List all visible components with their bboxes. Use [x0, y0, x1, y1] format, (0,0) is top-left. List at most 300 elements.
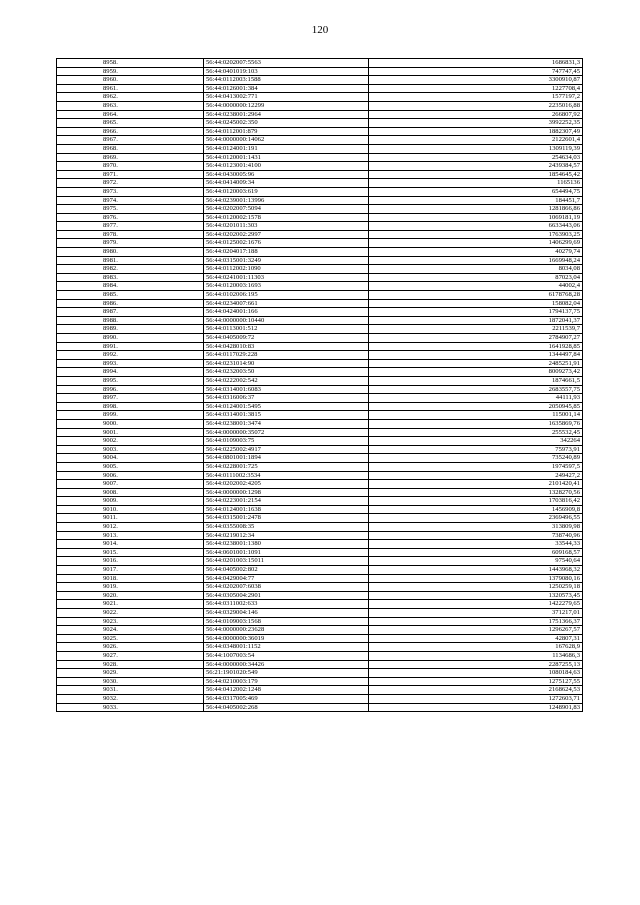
cadastral-number: 56:44:0413002:771 — [204, 93, 369, 102]
row-number: 8962. — [57, 93, 204, 102]
row-number: 9000. — [57, 419, 204, 428]
cadastral-value: 2485251,91 — [369, 359, 583, 368]
cadastral-number: 56:44:0125002:1676 — [204, 239, 369, 248]
cadastral-value: 1272603,71 — [369, 694, 583, 703]
table-row — [57, 394, 583, 403]
cadastral-number: 56:44:0223001:2154 — [204, 497, 369, 506]
row-number: 8967. — [57, 136, 204, 145]
cadastral-number: 56:44:0316006:37 — [204, 394, 369, 403]
row-number: 9003. — [57, 445, 204, 454]
table-row — [57, 325, 583, 334]
cadastral-value: 97540,64 — [369, 557, 583, 566]
table-row — [57, 265, 583, 274]
row-number: 9022. — [57, 609, 204, 618]
row-number: 8975. — [57, 205, 204, 214]
table-row — [57, 531, 583, 540]
table-row — [57, 660, 583, 669]
cadastral-value: 8034,08 — [369, 265, 583, 274]
cadastral-value: 42807,31 — [369, 634, 583, 643]
table-row — [57, 170, 583, 179]
row-number: 9012. — [57, 523, 204, 532]
row-number: 9033. — [57, 703, 204, 712]
table-row — [57, 523, 583, 532]
cadastral-value: 255532,45 — [369, 428, 583, 437]
cadastral-number: 56:44:0219012:34 — [204, 531, 369, 540]
cadastral-value: 1794137,75 — [369, 308, 583, 317]
row-number: 9018. — [57, 574, 204, 583]
row-number: 8980. — [57, 248, 204, 257]
table-row — [57, 101, 583, 110]
cadastral-value: 1281866,86 — [369, 205, 583, 214]
cadastral-value: 1227708,4 — [369, 84, 583, 93]
cadastral-number: 56:44:0112002:1090 — [204, 265, 369, 274]
table-row — [57, 256, 583, 265]
table-row — [57, 445, 583, 454]
table-row — [57, 342, 583, 351]
cadastral-number: 56:44:0202007:5563 — [204, 59, 369, 68]
cadastral-number: 56:44:1007003:54 — [204, 651, 369, 660]
row-number: 8990. — [57, 334, 204, 343]
table-row — [57, 591, 583, 600]
row-number: 9020. — [57, 591, 204, 600]
cadastral-value: 44002,4 — [369, 282, 583, 291]
cadastral-value: 40279,74 — [369, 248, 583, 257]
table-row — [57, 428, 583, 437]
cadastral-number: 56:44:0201011:303 — [204, 222, 369, 231]
row-number: 9023. — [57, 617, 204, 626]
table-row — [57, 376, 583, 385]
cadastral-number: 56:44:0102006:195 — [204, 291, 369, 300]
cadastral-value: 1309119,39 — [369, 144, 583, 153]
cadastral-value: 3300910,87 — [369, 76, 583, 85]
cadastral-value: 2122601,4 — [369, 136, 583, 145]
cadastral-value: 87023,04 — [369, 273, 583, 282]
cadastral-number: 56:44:0117029:228 — [204, 351, 369, 360]
cadastral-value: 8009273,42 — [369, 368, 583, 377]
cadastral-value: 1248901,83 — [369, 703, 583, 712]
cadastral-number: 56:44:0120003:1693 — [204, 282, 369, 291]
cadastral-number: 56:44:0120003:619 — [204, 187, 369, 196]
cadastral-number: 56:44:0245002:350 — [204, 119, 369, 128]
cadastral-value: 1165136 — [369, 179, 583, 188]
row-number: 8974. — [57, 196, 204, 205]
cadastral-number: 56:44:0124001:191 — [204, 144, 369, 153]
table-row — [57, 351, 583, 360]
row-number: 8998. — [57, 402, 204, 411]
table-row — [57, 480, 583, 489]
row-number: 8958. — [57, 59, 204, 68]
row-number: 9029. — [57, 669, 204, 678]
cadastral-number: 56:44:0315001:3249 — [204, 256, 369, 265]
row-number: 9014. — [57, 540, 204, 549]
cadastral-value: 1250259,18 — [369, 583, 583, 592]
cadastral-number: 56:44:0113001:512 — [204, 325, 369, 334]
row-number: 8987. — [57, 308, 204, 317]
row-number: 9027. — [57, 651, 204, 660]
cadastral-number: 56:44:0124001:1638 — [204, 505, 369, 514]
cadastral-value: 1296267,57 — [369, 626, 583, 635]
row-number: 9009. — [57, 497, 204, 506]
cadastral-value: 1577197,2 — [369, 93, 583, 102]
cadastral-number: 56:44:0120001:1431 — [204, 153, 369, 162]
row-number: 8983. — [57, 273, 204, 282]
cadastral-value: 609168,57 — [369, 548, 583, 557]
table-row — [57, 222, 583, 231]
cadastral-number: 56:44:0232003:50 — [204, 368, 369, 377]
table-row — [57, 213, 583, 222]
cadastral-number: 56:44:0241001:11303 — [204, 273, 369, 282]
row-number: 8960. — [57, 76, 204, 85]
cadastral-value: 2287255,13 — [369, 660, 583, 669]
row-number: 8972. — [57, 179, 204, 188]
cadastral-number: 56:44:0314001:3815 — [204, 411, 369, 420]
cadastral-value: 371217,01 — [369, 609, 583, 618]
cadastral-number: 56:44:0429004:77 — [204, 574, 369, 583]
table-row — [57, 540, 583, 549]
table-row — [57, 110, 583, 119]
cadastral-number: 56:44:0315001:2478 — [204, 514, 369, 523]
page-number: 120 — [311, 24, 329, 36]
cadastral-number: 56:44:0222002:542 — [204, 376, 369, 385]
cadastral-value: 747747,45 — [369, 67, 583, 76]
table-row — [57, 67, 583, 76]
cadastral-number: 56:44:0202007:5094 — [204, 205, 369, 214]
cadastral-number: 56:44:0124001:5495 — [204, 402, 369, 411]
cadastral-number: 56:44:0000000:10440 — [204, 316, 369, 325]
cadastral-value: 115001,14 — [369, 411, 583, 420]
cadastral-number: 56:44:0202007:6038 — [204, 583, 369, 592]
cadastral-number: 56:44:0428010:83 — [204, 342, 369, 351]
cadastral-number: 56:44:0126001:384 — [204, 84, 369, 93]
row-number: 8978. — [57, 230, 204, 239]
row-number: 8963. — [57, 101, 204, 110]
cadastral-value: 6633443,06 — [369, 222, 583, 231]
row-number: 9015. — [57, 548, 204, 557]
table-row — [57, 677, 583, 686]
row-number: 8966. — [57, 127, 204, 136]
table-row — [57, 76, 583, 85]
table-row — [57, 497, 583, 506]
cadastral-value: 184451,7 — [369, 196, 583, 205]
cadastral-value: 1874661,5 — [369, 376, 583, 385]
table-row — [57, 651, 583, 660]
row-number: 8999. — [57, 411, 204, 420]
row-number: 8988. — [57, 316, 204, 325]
table-row — [57, 583, 583, 592]
cadastral-number: 56:44:0412002:1248 — [204, 686, 369, 695]
table-row — [57, 566, 583, 575]
cadastral-value: 1443968,32 — [369, 566, 583, 575]
cadastral-number: 56:44:0430005:96 — [204, 170, 369, 179]
row-number: 9013. — [57, 531, 204, 540]
cadastral-value: 254634,03 — [369, 153, 583, 162]
cadastral-number: 56:44:0401019:103 — [204, 67, 369, 76]
table-row — [57, 291, 583, 300]
table-row — [57, 308, 583, 317]
cadastral-number: 56:44:0225002:4917 — [204, 445, 369, 454]
cadastral-value: 2683557,75 — [369, 385, 583, 394]
cadastral-value: 1751366,37 — [369, 617, 583, 626]
cadastral-number: 56:44:0234007:661 — [204, 299, 369, 308]
row-number: 9021. — [57, 600, 204, 609]
cadastral-number: 56:44:0348001:1152 — [204, 643, 369, 652]
cadastral-number: 56:44:0111002:3534 — [204, 471, 369, 480]
cadastral-number: 56:44:0424001:166 — [204, 308, 369, 317]
row-number: 8964. — [57, 110, 204, 119]
table-row — [57, 462, 583, 471]
cadastral-number: 56:44:0405009:72 — [204, 334, 369, 343]
row-number: 9024. — [57, 626, 204, 635]
cadastral-value: 1456909,8 — [369, 505, 583, 514]
table-row — [57, 136, 583, 145]
table-row — [57, 359, 583, 368]
cadastral-number: 56:44:0329004:146 — [204, 609, 369, 618]
cadastral-value: 342264 — [369, 437, 583, 446]
cadastral-number: 56:44:0405002:802 — [204, 566, 369, 575]
table-row — [57, 454, 583, 463]
table-row — [57, 153, 583, 162]
cadastral-number: 56:44:0000000:14062 — [204, 136, 369, 145]
cadastral-value: 1703816,42 — [369, 497, 583, 506]
table-row — [57, 368, 583, 377]
row-number: 9002. — [57, 437, 204, 446]
row-number: 8976. — [57, 213, 204, 222]
table-row — [57, 196, 583, 205]
row-number: 9017. — [57, 566, 204, 575]
cadastral-value: 2439384,57 — [369, 162, 583, 171]
table-row — [57, 669, 583, 678]
row-number: 9010. — [57, 505, 204, 514]
cadastral-number: 56:44:0210003:179 — [204, 677, 369, 686]
table-row — [57, 385, 583, 394]
cadastral-number: 56:44:0228001:725 — [204, 462, 369, 471]
row-number: 9016. — [57, 557, 204, 566]
row-number: 9030. — [57, 677, 204, 686]
row-number: 8973. — [57, 187, 204, 196]
cadastral-value: 1344497,84 — [369, 351, 583, 360]
cadastral-value: 1328270,56 — [369, 488, 583, 497]
table-body — [57, 59, 583, 712]
cadastral-number: 56:44:0204017:188 — [204, 248, 369, 257]
cadastral-value: 249427,2 — [369, 471, 583, 480]
cadastral-value-table — [56, 58, 583, 712]
cadastral-value: 44111,93 — [369, 394, 583, 403]
cadastral-number: 56:44:0112001:879 — [204, 127, 369, 136]
table-row — [57, 127, 583, 136]
cadastral-value: 1635869,76 — [369, 419, 583, 428]
table-row — [57, 437, 583, 446]
table-row — [57, 634, 583, 643]
row-number: 8985. — [57, 291, 204, 300]
row-number: 8991. — [57, 342, 204, 351]
cadastral-number: 56:44:0000000:36019 — [204, 634, 369, 643]
cadastral-value: 2235016,88 — [369, 101, 583, 110]
cadastral-value: 1854645,42 — [369, 170, 583, 179]
table-row — [57, 187, 583, 196]
cadastral-value: 1974597,5 — [369, 462, 583, 471]
cadastral-value: 1134686,3 — [369, 651, 583, 660]
cadastral-number: 56:44:0201003:15011 — [204, 557, 369, 566]
cadastral-value: 1882307,49 — [369, 127, 583, 136]
cadastral-number: 56:44:0311002:633 — [204, 600, 369, 609]
row-number: 9026. — [57, 643, 204, 652]
table-row — [57, 119, 583, 128]
cadastral-value: 1669948,24 — [369, 256, 583, 265]
cadastral-value: 1069181,19 — [369, 213, 583, 222]
cadastral-number: 56:44:0317005:469 — [204, 694, 369, 703]
cadastral-number: 56:44:0109003:75 — [204, 437, 369, 446]
table-row — [57, 617, 583, 626]
table-row — [57, 703, 583, 712]
row-number: 8997. — [57, 394, 204, 403]
table-row — [57, 505, 583, 514]
row-number: 8996. — [57, 385, 204, 394]
cadastral-number: 56:44:0355008:35 — [204, 523, 369, 532]
table-row — [57, 316, 583, 325]
table-row — [57, 419, 583, 428]
cadastral-number: 56:44:0000000:1298 — [204, 488, 369, 497]
table-row — [57, 205, 583, 214]
cadastral-value: 1872041,37 — [369, 316, 583, 325]
row-number: 8969. — [57, 153, 204, 162]
row-number: 8965. — [57, 119, 204, 128]
table-row — [57, 84, 583, 93]
table-row — [57, 471, 583, 480]
row-number: 9007. — [57, 480, 204, 489]
row-number: 8971. — [57, 170, 204, 179]
cadastral-value: 6178768,28 — [369, 291, 583, 300]
cadastral-value: 1379080,16 — [369, 574, 583, 583]
cadastral-value: 313809,98 — [369, 523, 583, 532]
table-row — [57, 59, 583, 68]
table-row — [57, 179, 583, 188]
table-row — [57, 600, 583, 609]
row-number: 9028. — [57, 660, 204, 669]
table-row — [57, 488, 583, 497]
table-row — [57, 694, 583, 703]
row-number: 9005. — [57, 462, 204, 471]
cadastral-value: 1686831,3 — [369, 59, 583, 68]
cadastral-value: 738740,96 — [369, 531, 583, 540]
row-number: 8989. — [57, 325, 204, 334]
table-row — [57, 411, 583, 420]
cadastral-number: 56:44:0239001:13996 — [204, 196, 369, 205]
table-row — [57, 609, 583, 618]
table-row — [57, 334, 583, 343]
table-row — [57, 402, 583, 411]
row-number: 8986. — [57, 299, 204, 308]
cadastral-number: 56:44:0202002:2997 — [204, 230, 369, 239]
cadastral-value: 1763903,25 — [369, 230, 583, 239]
row-number: 8961. — [57, 84, 204, 93]
row-number: 8995. — [57, 376, 204, 385]
row-number: 8992. — [57, 351, 204, 360]
table-row — [57, 626, 583, 635]
cadastral-number: 56:44:0314001:6083 — [204, 385, 369, 394]
row-number: 8968. — [57, 144, 204, 153]
row-number: 9019. — [57, 583, 204, 592]
row-number: 9008. — [57, 488, 204, 497]
cadastral-number: 56:44:0109003:1568 — [204, 617, 369, 626]
row-number: 9011. — [57, 514, 204, 523]
row-number: 9001. — [57, 428, 204, 437]
row-number: 8994. — [57, 368, 204, 377]
cadastral-value: 1422279,65 — [369, 600, 583, 609]
cadastral-value: 167628,9 — [369, 643, 583, 652]
cadastral-value: 2369496,55 — [369, 514, 583, 523]
cadastral-number: 56:44:0414009:34 — [204, 179, 369, 188]
cadastral-number: 56:21:1901020:549 — [204, 669, 369, 678]
row-number: 8959. — [57, 67, 204, 76]
row-number: 8982. — [57, 265, 204, 274]
cadastral-value: 2784907,27 — [369, 334, 583, 343]
cadastral-value: 1406299,69 — [369, 239, 583, 248]
cadastral-number: 56:44:0231014:90 — [204, 359, 369, 368]
row-number: 8977. — [57, 222, 204, 231]
table-row — [57, 248, 583, 257]
table-row — [57, 514, 583, 523]
cadastral-number: 56:44:0000000:12299 — [204, 101, 369, 110]
row-number: 9004. — [57, 454, 204, 463]
row-number: 8984. — [57, 282, 204, 291]
table-row — [57, 557, 583, 566]
cadastral-number: 56:44:0120002:1578 — [204, 213, 369, 222]
table-row — [57, 144, 583, 153]
row-number: 9032. — [57, 694, 204, 703]
cadastral-value: 2168624,53 — [369, 686, 583, 695]
cadastral-value: 2050945,85 — [369, 402, 583, 411]
cadastral-value: 1275127,55 — [369, 677, 583, 686]
table-row — [57, 643, 583, 652]
cadastral-value: 654494,75 — [369, 187, 583, 196]
cadastral-value: 75973,91 — [369, 445, 583, 454]
cadastral-number: 56:44:0405002:268 — [204, 703, 369, 712]
row-number: 9031. — [57, 686, 204, 695]
table-row — [57, 230, 583, 239]
table-row — [57, 282, 583, 291]
cadastral-value: 1320573,45 — [369, 591, 583, 600]
cadastral-value: 3992252,35 — [369, 119, 583, 128]
cadastral-number: 56:44:0305004:2901 — [204, 591, 369, 600]
cadastral-value: 2101420,41 — [369, 480, 583, 489]
row-number: 8993. — [57, 359, 204, 368]
table-row — [57, 93, 583, 102]
cadastral-number: 56:44:0601001:1091 — [204, 548, 369, 557]
cadastral-number: 56:44:0000000:34426 — [204, 660, 369, 669]
cadastral-number: 56:44:0000000:35072 — [204, 428, 369, 437]
row-number: 8970. — [57, 162, 204, 171]
table-row — [57, 273, 583, 282]
cadastral-number: 56:44:0801001:1894 — [204, 454, 369, 463]
cadastral-value: 33544,33 — [369, 540, 583, 549]
cadastral-value: 1080184,63 — [369, 669, 583, 678]
table-row — [57, 574, 583, 583]
cadastral-number: 56:44:0238001:3474 — [204, 419, 369, 428]
cadastral-value: 735240,89 — [369, 454, 583, 463]
cadastral-number: 56:44:0238001:1380 — [204, 540, 369, 549]
table-row — [57, 239, 583, 248]
table-row — [57, 548, 583, 557]
cadastral-number: 56:44:0202002:4205 — [204, 480, 369, 489]
cadastral-number: 56:44:0123001:4100 — [204, 162, 369, 171]
cadastral-number: 56:44:0238001:2964 — [204, 110, 369, 119]
table-row — [57, 162, 583, 171]
row-number: 8981. — [57, 256, 204, 265]
cadastral-value: 266807,92 — [369, 110, 583, 119]
table-row — [57, 299, 583, 308]
row-number: 9025. — [57, 634, 204, 643]
cadastral-value: 158082,04 — [369, 299, 583, 308]
